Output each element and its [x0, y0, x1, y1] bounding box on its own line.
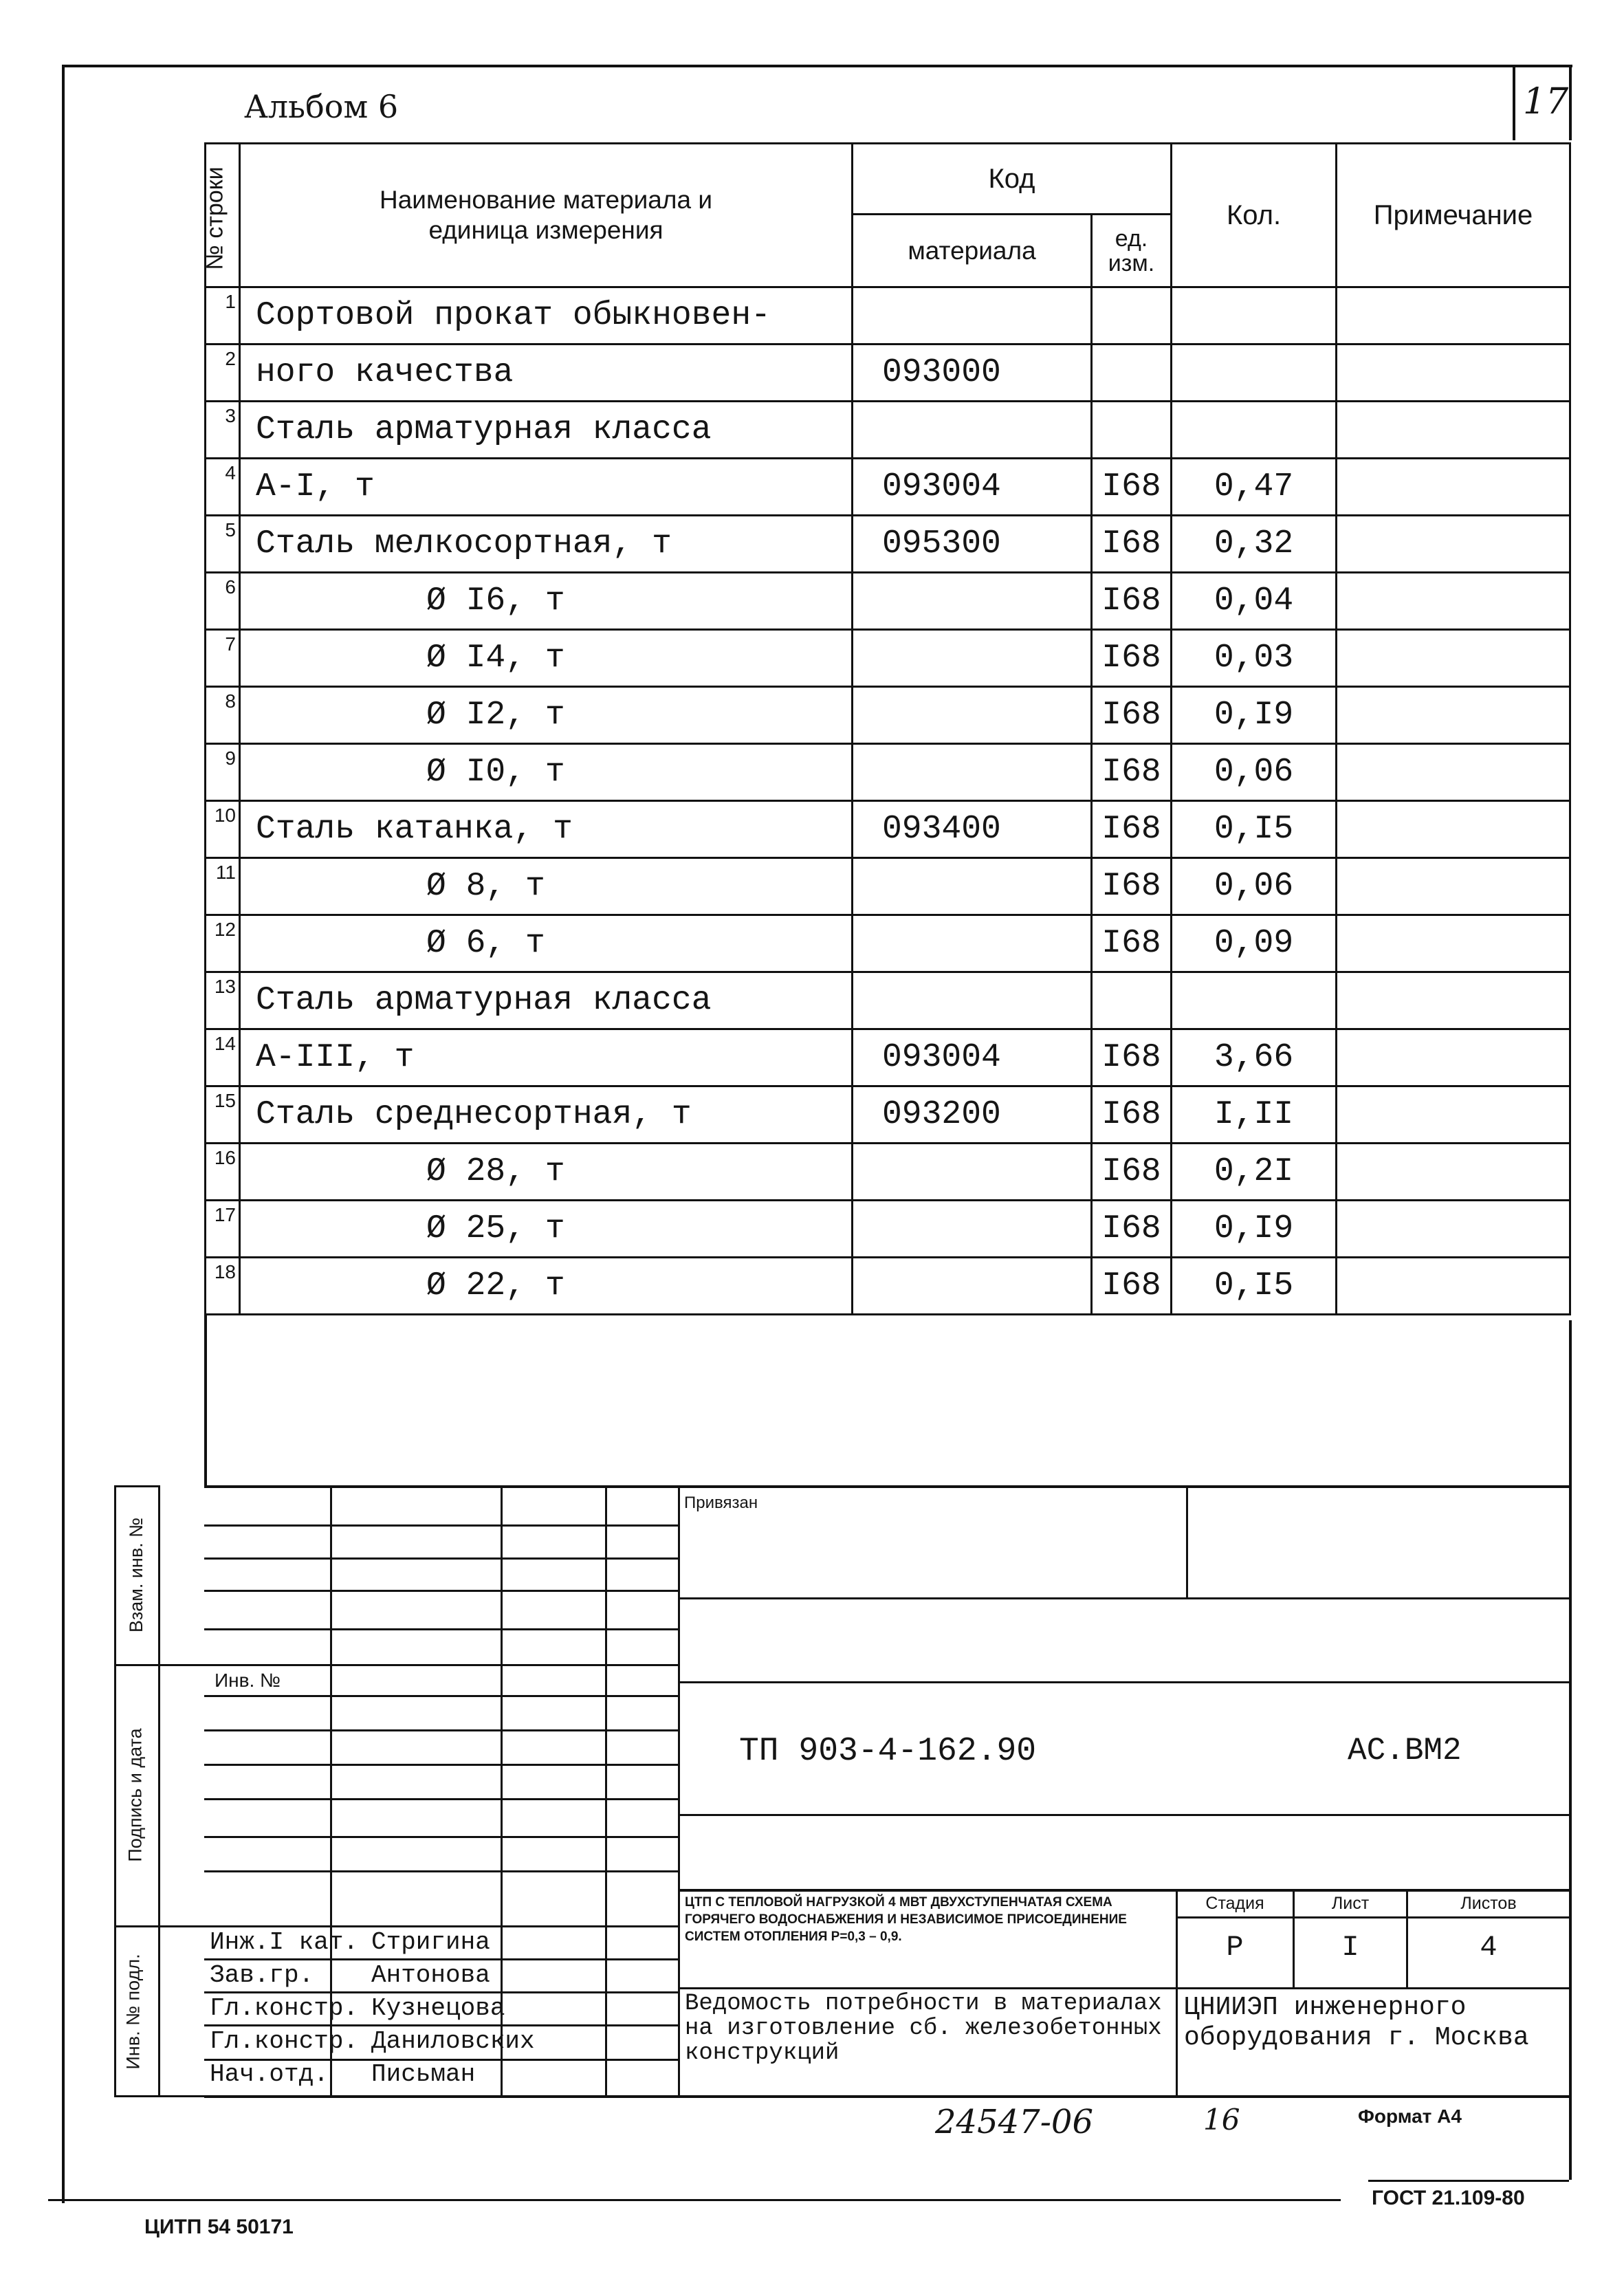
title-row-top — [678, 1889, 1569, 1892]
unit-code: I68 — [1092, 1258, 1172, 1315]
row-number: 13 — [206, 972, 240, 1029]
stage-header-line — [1176, 1916, 1569, 1918]
material-name: Сталь арматурная класса — [240, 402, 853, 459]
unit-code: I68 — [1092, 459, 1172, 516]
unit-code — [1092, 287, 1172, 345]
desc-divider — [678, 1987, 1176, 1989]
material-code — [853, 630, 1092, 687]
material-name: Ø I0, т — [240, 744, 853, 801]
table-row — [206, 915, 1570, 972]
row-number: 6 — [206, 573, 240, 630]
header-qty: Кол. — [1172, 144, 1337, 287]
sig-grid-line — [204, 1695, 679, 1697]
signature-role: Нач.отд. — [210, 2060, 329, 2088]
signature-name: Стригина — [371, 1928, 490, 1956]
signature-role: Зав.гр. — [210, 1961, 314, 1989]
frame-left-line — [62, 65, 65, 2203]
quantity — [1172, 345, 1337, 402]
material-code: 093004 — [853, 1029, 1092, 1086]
table-row — [206, 801, 1570, 858]
header-row-no: № строки — [206, 144, 240, 287]
table-row — [206, 402, 1570, 459]
table-row — [206, 1258, 1570, 1315]
sheets-value: 4 — [1480, 1931, 1497, 1964]
material-code — [853, 1201, 1092, 1258]
inv-no-label: Инв. № — [215, 1670, 281, 1691]
signature-role: Гл.констр. — [210, 1994, 359, 2022]
note — [1337, 972, 1570, 1029]
quantity: 0,06 — [1172, 744, 1337, 801]
sheet-title: Ведомость потребности в материалах на изготовление сб. железобетонных конструкций — [685, 1991, 1162, 2066]
unit-code: I68 — [1092, 744, 1172, 801]
signature-name: Антонова — [371, 1961, 490, 1989]
quantity: 0,2I — [1172, 1144, 1337, 1201]
archive-number: 24547-06 — [935, 2103, 1093, 2141]
material-code: 093000 — [853, 345, 1092, 402]
material-name: А-I, т — [240, 459, 853, 516]
frame-right-line-lower — [1569, 1320, 1572, 2180]
table-row — [206, 1144, 1570, 1201]
quantity: 0,47 — [1172, 459, 1337, 516]
sig-grid-line — [204, 1958, 679, 1960]
stamp-side-div2 — [114, 1925, 206, 1927]
signature-name: Даниловских — [371, 2027, 535, 2055]
quantity: 0,I5 — [1172, 801, 1337, 858]
row-number: 9 — [206, 744, 240, 801]
header-name: Наименование материала и единица измерения — [240, 144, 853, 287]
material-name: Сталь мелкосортная, т — [240, 516, 853, 573]
quantity: 0,I9 — [1172, 687, 1337, 744]
note — [1337, 287, 1570, 345]
stamp-side-div1 — [114, 1664, 206, 1666]
signature-name: Письман — [371, 2060, 476, 2088]
sig-grid-line — [204, 1836, 679, 1838]
signature-name: Кузнецова — [371, 1994, 505, 2022]
note — [1337, 630, 1570, 687]
material-name: Сталь среднесортная, т — [240, 1086, 853, 1144]
stage-value: Р — [1226, 1931, 1244, 1964]
quantity: 0,03 — [1172, 630, 1337, 687]
material-name: Ø 6, т — [240, 915, 853, 972]
quantity: 0,06 — [1172, 858, 1337, 915]
project-desc: ЦТП С ТЕПЛОВОЙ НАГРУЗКОЙ 4 МВТ ДВУХСТУПЕНЧАТАЯ СХЕМА ГОРЯЧЕГО ВОДОСНАБЖЕНИЯ И НЕЗАВИСИМОЕ ПРИСОЕДИНЕНИЕ СИСТЕМ ОТОПЛЕНИЯ Р=0,3 – 0,9. — [685, 1895, 1127, 1944]
note — [1337, 1258, 1570, 1315]
unit-code: I68 — [1092, 915, 1172, 972]
table-row — [206, 516, 1570, 573]
privyazan-divider — [1186, 1485, 1188, 1599]
row-number: 2 — [206, 345, 240, 402]
note — [1337, 801, 1570, 858]
privyazan-bottom — [678, 1597, 1569, 1599]
sig-grid-line — [204, 1590, 679, 1592]
note — [1337, 345, 1570, 402]
table-row — [206, 459, 1570, 516]
sig-grid-line — [204, 2024, 679, 2026]
unit-code: I68 — [1092, 801, 1172, 858]
unit-code: I68 — [1092, 1029, 1172, 1086]
row-number: 7 — [206, 630, 240, 687]
page-number-divider — [1513, 65, 1515, 140]
unit-code: I68 — [1092, 858, 1172, 915]
note — [1337, 459, 1570, 516]
stamp-side-bottom — [114, 2095, 206, 2097]
quantity: 0,32 — [1172, 516, 1337, 573]
row-number: 10 — [206, 801, 240, 858]
header-code: Код — [853, 144, 1172, 215]
sig-grid-line — [204, 1870, 679, 1872]
row-number: 17 — [206, 1201, 240, 1258]
stage-label: Стадия — [1205, 1894, 1264, 1913]
code-row-top — [678, 1681, 1569, 1683]
material-name: Ø 28, т — [240, 1144, 853, 1201]
table-row — [206, 972, 1570, 1029]
material-code: 093004 — [853, 459, 1092, 516]
footer-right: ГОСТ 21.109-80 — [1372, 2187, 1525, 2209]
table-row — [206, 630, 1570, 687]
footer-left: ЦИТП 54 50171 — [144, 2216, 294, 2238]
sheet-value: I — [1341, 1931, 1359, 1964]
sheet-sub: 16 — [1203, 2103, 1240, 2136]
unit-code: I68 — [1092, 1201, 1172, 1258]
note — [1337, 516, 1570, 573]
note — [1337, 687, 1570, 744]
note — [1337, 402, 1570, 459]
signature-role: Гл.констр. — [210, 2027, 359, 2055]
header-code-material: материала — [853, 215, 1092, 287]
sig-grid-line — [204, 1557, 679, 1560]
sig-grid-line — [204, 1664, 679, 1666]
material-code — [853, 402, 1092, 459]
table-left-extension — [204, 1313, 207, 1485]
row-number: 12 — [206, 915, 240, 972]
material-name: А-III, т — [240, 1029, 853, 1086]
material-code — [853, 744, 1092, 801]
organization: ЦНИИЭП инженерного оборудования г. Москва — [1184, 1993, 1529, 2053]
material-name: Ø 22, т — [240, 1258, 853, 1315]
format-label: Формат А4 — [1358, 2106, 1462, 2127]
sig-grid-bottom — [204, 2095, 1569, 2098]
row-number: 15 — [206, 1086, 240, 1144]
side-label-inv-podl: Инв. № подл. — [122, 1954, 144, 2070]
material-name: Ø 8, т — [240, 858, 853, 915]
sig-grid-line — [204, 1925, 679, 1927]
table-row — [206, 687, 1570, 744]
row-number: 5 — [206, 516, 240, 573]
quantity: 0,I9 — [1172, 1201, 1337, 1258]
note — [1337, 1201, 1570, 1258]
unit-code: I68 — [1092, 687, 1172, 744]
material-name: Сортовой прокат обыкновен- — [240, 287, 853, 345]
row-number: 18 — [206, 1258, 240, 1315]
quantity: 0,I5 — [1172, 1258, 1337, 1315]
album-label: Альбом 6 — [244, 88, 399, 125]
material-code — [853, 687, 1092, 744]
unit-code — [1092, 402, 1172, 459]
quantity — [1172, 402, 1337, 459]
material-code: 093400 — [853, 801, 1092, 858]
unit-code: I68 — [1092, 630, 1172, 687]
row-number: 4 — [206, 459, 240, 516]
sig-grid-outer-top — [204, 1485, 1569, 1488]
quantity: 0,09 — [1172, 915, 1337, 972]
unit-code: I68 — [1092, 1144, 1172, 1201]
note — [1337, 1086, 1570, 1144]
materials-table — [201, 142, 1571, 1315]
sig-col-3 — [605, 1485, 607, 2097]
title-col-divider — [1176, 1889, 1178, 2097]
material-name: Ø I6, т — [240, 573, 853, 630]
frame-bottom-line — [48, 2199, 1341, 2201]
code-row-bottom — [678, 1814, 1569, 1816]
note — [1337, 1029, 1570, 1086]
row-number: 3 — [206, 402, 240, 459]
materials-rows — [206, 287, 1570, 1315]
material-code — [853, 1258, 1092, 1315]
row-number: 8 — [206, 687, 240, 744]
row-number: 1 — [206, 287, 240, 345]
note — [1337, 573, 1570, 630]
quantity — [1172, 287, 1337, 345]
frame-bottom-line-right — [1368, 2180, 1569, 2182]
material-code — [853, 1144, 1092, 1201]
sheets-label: Листов — [1460, 1894, 1517, 1913]
side-label-vzam: Взам. инв. № — [126, 1517, 147, 1633]
frame-top-line — [62, 65, 1572, 67]
row-number: 16 — [206, 1144, 240, 1201]
material-name: Ø I2, т — [240, 687, 853, 744]
table-row — [206, 287, 1570, 345]
material-name: ного качества — [240, 345, 853, 402]
signature-role: Инж.I кат. — [210, 1928, 359, 1956]
stamp-side-top — [114, 1485, 158, 1487]
sig-grid-line — [204, 1991, 679, 1993]
material-name: Сталь арматурная класса — [240, 972, 853, 1029]
sig-grid-line — [204, 1764, 679, 1766]
material-code — [853, 915, 1092, 972]
sig-grid-line — [204, 1628, 679, 1630]
sig-col-4 — [678, 1485, 680, 2097]
table-row — [206, 573, 1570, 630]
unit-code: I68 — [1092, 573, 1172, 630]
page-number: 17 — [1523, 81, 1569, 122]
sheet-label: Лист — [1331, 1894, 1370, 1913]
unit-code — [1092, 972, 1172, 1029]
material-code: 093200 — [853, 1086, 1092, 1144]
doc-code: ТП 903-4-162.90 — [739, 1733, 1037, 1770]
table-row — [206, 858, 1570, 915]
row-number: 11 — [206, 858, 240, 915]
quantity: I,II — [1172, 1086, 1337, 1144]
material-name: Ø I4, т — [240, 630, 853, 687]
sig-grid-line — [204, 1729, 679, 1731]
sig-grid-line — [204, 1798, 679, 1800]
table-row — [206, 1029, 1570, 1086]
material-name: Сталь катанка, т — [240, 801, 853, 858]
header-code-unit: ед. изм. — [1092, 215, 1172, 287]
unit-code: I68 — [1092, 1086, 1172, 1144]
material-name: Ø 25, т — [240, 1201, 853, 1258]
material-code — [853, 858, 1092, 915]
doc-mark: АС.ВМ2 — [1348, 1733, 1462, 1769]
frame-right-line — [1569, 65, 1572, 140]
header-note: Примечание — [1337, 144, 1570, 287]
row-number: 14 — [206, 1029, 240, 1086]
side-label-podpis: Подпись и дата — [124, 1728, 146, 1862]
note — [1337, 744, 1570, 801]
quantity: 3,66 — [1172, 1029, 1337, 1086]
privyazan-label: Привязан — [684, 1494, 758, 1512]
stamp-side-left — [114, 1485, 116, 2097]
note — [1337, 1144, 1570, 1201]
table-row — [206, 345, 1570, 402]
note — [1337, 858, 1570, 915]
table-row — [206, 744, 1570, 801]
material-code — [853, 573, 1092, 630]
table-row — [206, 1201, 1570, 1258]
stage-bottom-line — [1176, 1987, 1569, 1989]
material-code: 095300 — [853, 516, 1092, 573]
sig-grid-line — [204, 1524, 679, 1527]
quantity — [1172, 972, 1337, 1029]
unit-code — [1092, 345, 1172, 402]
stamp-side-mid — [158, 1485, 160, 2097]
table-row — [206, 1086, 1570, 1144]
material-code — [853, 972, 1092, 1029]
note — [1337, 915, 1570, 972]
unit-code: I68 — [1092, 516, 1172, 573]
material-code — [853, 287, 1092, 345]
quantity: 0,04 — [1172, 573, 1337, 630]
